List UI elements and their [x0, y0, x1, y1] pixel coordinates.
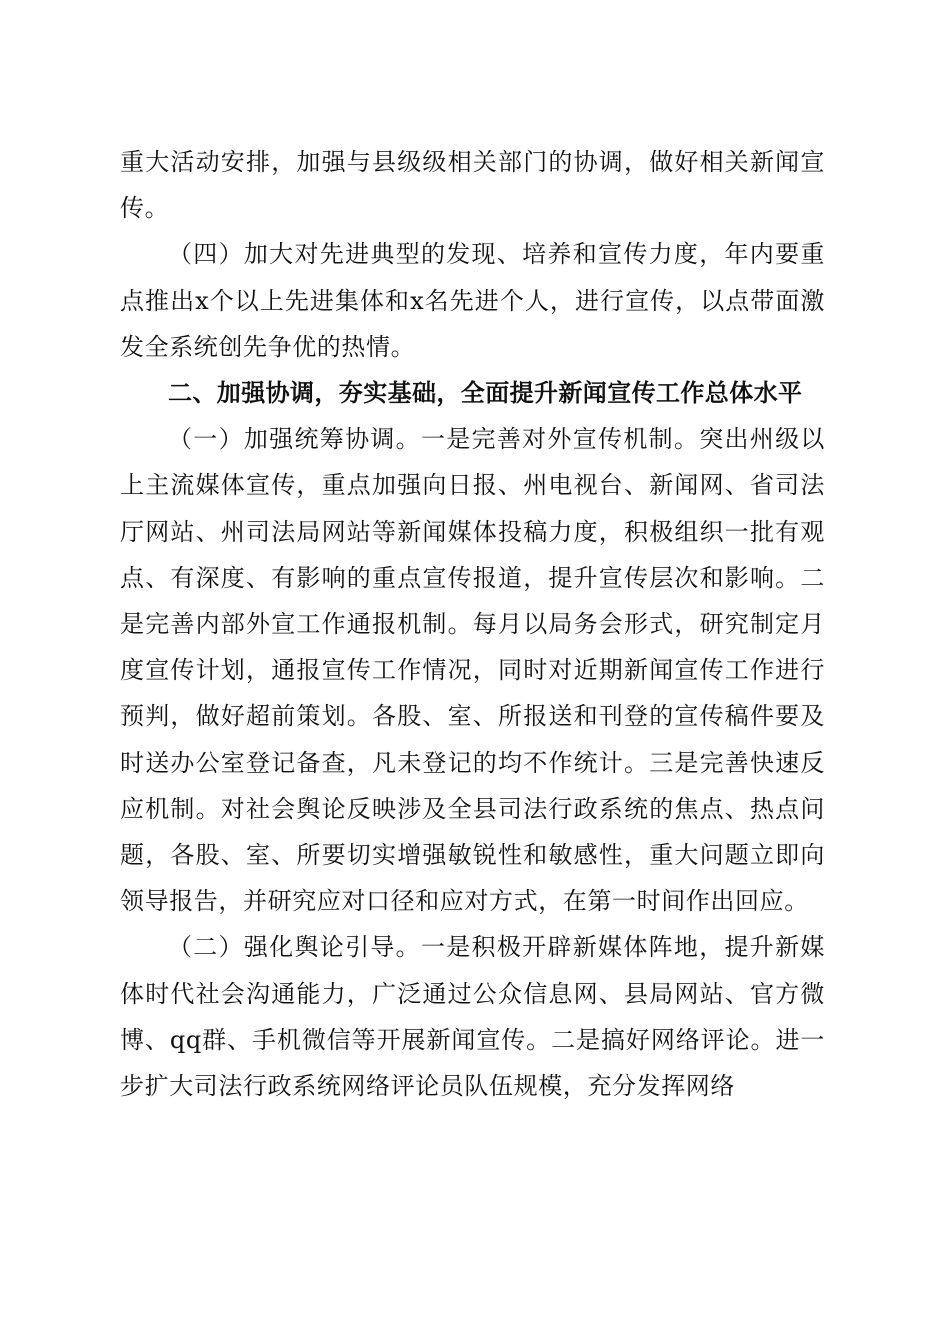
- paragraph-item-4: （四）加大对先进典型的发现、培养和宣传力度，年内要重点推出x个以上先进集体和x名先进个人，进行宣传，以点带面激发全系统创先争优的热情。: [120, 240, 825, 361]
- paragraph-item-2: （二）强化舆论引导。一是积极开辟新媒体阵地，提升新媒体时代社会沟通能力，广泛通过公众信息网、县局网站、官方微博、qq群、手机微信等开展新闻宣传。二是搞好网络评论。进一步扩大司法行政系统网络评论员队伍规模，充分发挥网络: [120, 933, 825, 1101]
- section-heading-2: 二、加强协调，夯实基础，全面提升新闻宣传工作总体水平: [168, 379, 803, 408]
- paragraph-item-1: （一）加强统筹协调。一是完善对外宣传机制。突出州级以上主流媒体宣传，重点加强向日报、州电视台、新闻网、省司法厅网站、州司法局网站等新闻媒体投稿力度，积极组织一批有观点、有深度、有影响的重点宣传报道，提升宣传层次和影响。二是完善内部外宣工作通报机制。每月以局务会形式，研究制定月度宣传计划，通报宣传工作情况，同时对近期新闻宣传工作进行预判，做好超前策划。各股、室、所报送和刊登的宣传稿件要及时送办公室登记备查，凡未登记的均不作统计。三是完善快速反应机制。对社会舆论反映涉及全县司法行政系统的焦点、热点问题，各股、室、所要切实增强敏锐性和敏感性，重大问题立即向领导报告，并研究应对口径和应对方式，在第一时间作出回应。: [120, 425, 825, 916]
- document-page: [120, 139, 825, 1109]
- paragraph-continuation: 重大活动安排，加强与县级级相关部门的协调，做好相关新闻宣传。: [120, 148, 825, 223]
